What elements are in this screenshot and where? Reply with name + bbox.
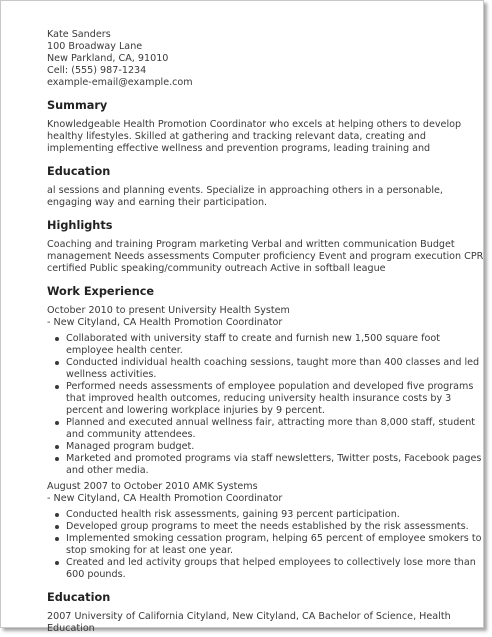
job-dates-employer: October 2010 to present University Health System xyxy=(47,305,290,316)
work-experience-heading: Work Experience xyxy=(47,285,155,298)
contact-name: Kate Sanders xyxy=(47,29,111,40)
contact-email: example-email@example.com xyxy=(47,77,193,88)
summary-heading: Summary xyxy=(47,99,108,112)
education-heading-1: Education xyxy=(47,165,111,178)
contact-street: 100 Broadway Lane xyxy=(47,41,143,52)
job-bullet: Developed group programs to meet the needs established by the risk assessments. xyxy=(55,521,487,533)
job-bullet: Collaborated with university staff to create and furnish new 1,500 square foot employee health center. xyxy=(55,333,487,357)
job-bullet: Created and led activity groups that helped employees to collectively lose more than 600 pounds. xyxy=(55,557,487,581)
contact-block xyxy=(47,29,487,89)
job-bullet: Performed needs assessments of employee population and developed five programs that improved health outcomes, reducing university health insurance costs by 3 percent and lowering workplace injuries by 9 percent. xyxy=(55,381,487,417)
education-heading-2: Education xyxy=(47,591,111,604)
job-entry xyxy=(47,305,487,477)
job-bullet: Marketed and promoted programs via staff newsletters, Twitter posts, Facebook pages and other media. xyxy=(55,453,487,477)
job-bullet: Conducted health risk assessments, gaining 93 percent participation. xyxy=(55,509,487,521)
resume-content xyxy=(47,29,487,635)
job-bullet: Implemented smoking cessation program, helping 65 percent of employee smokers to stop smoking for at least one year. xyxy=(55,533,487,557)
job-bullet: Managed program budget. xyxy=(55,441,487,453)
job-bullet-list xyxy=(47,509,487,581)
education-text-1: al sessions and planning events. Specialize in approaching others in a personable, engaging way and earning their participation. xyxy=(47,185,443,208)
job-bullet-list xyxy=(47,333,487,477)
contact-cell: Cell: (555) 987-1234 xyxy=(47,65,147,76)
summary-text: Knowledgeable Health Promotion Coordinator who excels at helping others to develop healthy lifestyles. Skilled at gathering and tracking relevant data, creating and implementing effective wellness and prevention programs, leading training and xyxy=(47,119,462,154)
contact-city: New Parkland, CA, 91010 xyxy=(47,53,169,64)
job-bullet: Conducted individual health coaching sessions, taught more than 400 classes and led wellness activities. xyxy=(55,357,487,381)
highlights-text: Coaching and training Program marketing Verbal and written communication Budget management Needs assessments Computer proficiency Event and program execution CPR certified Public speaking/community outreach Active in softball league xyxy=(47,239,484,274)
highlights-heading: Highlights xyxy=(47,219,113,232)
education-text-2: 2007 University of California Cityland, New Cityland, CA Bachelor of Science, Health Education xyxy=(47,611,451,634)
job-location-title: - New Cityland, CA Health Promotion Coordinator xyxy=(47,317,283,328)
job-entry xyxy=(47,481,487,581)
job-location-title: - New Cityland, CA Health Promotion Coordinator xyxy=(47,493,283,504)
job-bullet: Planned and executed annual wellness fair, attracting more than 8,000 staff, student and community attendees. xyxy=(55,417,487,441)
job-dates-employer: August 2007 to October 2010 AMK Systems xyxy=(47,481,258,492)
